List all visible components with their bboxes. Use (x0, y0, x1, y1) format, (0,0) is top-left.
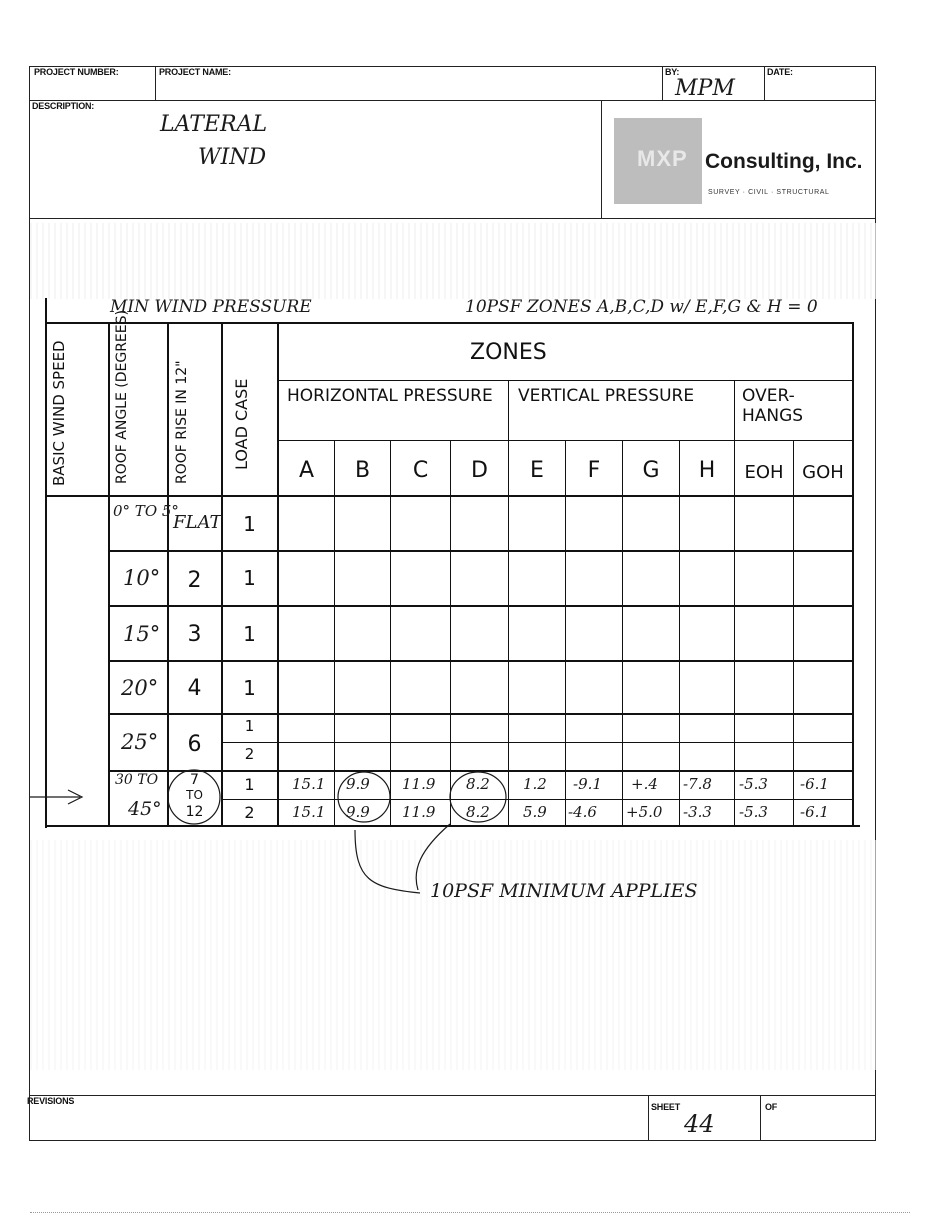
logo-tagline: SURVEY · CIVIL · STRUCTURAL (708, 189, 830, 196)
zone-col-header: B (354, 458, 371, 483)
sheet-label: SHEET (651, 1102, 681, 1112)
value-cell: -7.8 (683, 775, 712, 793)
row-case: 1 (244, 717, 255, 735)
value-cell: 9.9 (346, 775, 370, 793)
last-row-case: 2 (244, 803, 255, 822)
value-cell: 11.9 (402, 803, 436, 821)
page-edge (30, 1212, 910, 1213)
date-label: DATE: (767, 67, 793, 77)
row-angle: 15° (123, 622, 161, 646)
row-case: 1 (243, 622, 256, 646)
value-cell: -5.3 (739, 803, 768, 821)
last-row-rise: TO (186, 788, 203, 802)
row-case: 2 (244, 745, 255, 763)
zone-col-header: C (412, 458, 429, 483)
description-line-2: WIND (198, 145, 267, 170)
description-line-1: LATERAL (160, 112, 268, 137)
group-vertical: VERTICAL PRESSURE (518, 386, 695, 406)
value-cell: 15.1 (292, 803, 326, 821)
value-cell: -5.3 (739, 775, 768, 793)
logo-company: Consulting, Inc. (705, 150, 863, 173)
by-value: MPM (675, 76, 735, 101)
col-roof-angle: ROOF ANGLE (DEGREES) (114, 310, 130, 484)
value-cell: 5.9 (523, 803, 547, 821)
row-angle: 25° (121, 730, 159, 754)
last-row-rise: 7 (190, 772, 199, 788)
row-angle: 10° (123, 566, 161, 590)
zone-col-header: D (471, 458, 488, 483)
row-case: 1 (243, 566, 256, 590)
circle-mark-icon (168, 770, 220, 824)
zone-col-header: EOH (744, 462, 784, 483)
zone-col-header: G (642, 458, 660, 483)
revisions-label: REVISIONS (27, 1096, 75, 1106)
last-row-angle: 30 TO (115, 772, 159, 788)
applies-note: 10PSF MINIMUM APPLIES (430, 880, 698, 902)
row-rise: 3 (187, 622, 202, 647)
row-rise: 4 (187, 676, 202, 701)
footer-divider (648, 1095, 649, 1141)
zones-title: ZONES (470, 340, 547, 365)
value-cell: -6.1 (800, 803, 829, 821)
project-number-label: PROJECT NUMBER: (34, 67, 119, 77)
row-case: 1 (243, 512, 256, 536)
row-angle: 0° TO 5° (113, 502, 179, 520)
value-cell: -9.1 (573, 775, 602, 793)
value-cell: 15.1 (292, 775, 326, 793)
leader-line (355, 830, 420, 893)
row-rise: 6 (187, 732, 202, 757)
col-load-case: LOAD CASE (232, 378, 251, 470)
col-basic-wind-speed: BASIC WIND SPEED (50, 340, 68, 486)
group-overhangs: OVER-HANGS (742, 386, 804, 426)
zone-col-header: A (298, 458, 315, 483)
footer-rule (29, 1095, 876, 1096)
col-roof-rise: ROOF RISE IN 12" (174, 360, 190, 484)
last-row-angle: 45° (128, 798, 162, 820)
value-cell: 9.9 (346, 803, 370, 821)
row-angle: 20° (121, 676, 159, 700)
value-cell: 1.2 (523, 775, 547, 793)
value-cell: +5.0 (626, 803, 663, 821)
min-wind-note: MIN WIND PRESSURE (110, 297, 312, 317)
zone-col-header: F (587, 458, 601, 483)
group-horizontal: HORIZONTAL PRESSURE (287, 386, 493, 406)
zone-col-header: H (698, 458, 716, 483)
value-cell: -3.3 (683, 803, 712, 821)
project-name-label: PROJECT NAME: (159, 67, 231, 77)
value-cell: -4.6 (568, 803, 597, 821)
circle-mark-icon (450, 772, 506, 822)
value-cell: 8.2 (466, 775, 490, 793)
by-label: BY: (665, 67, 680, 77)
circle-mark-icon (338, 772, 390, 822)
zone-col-header: GOH (802, 462, 844, 483)
of-label: OF (765, 1102, 778, 1112)
zones-note: 10PSF ZONES A,B,C,D w/ E,F,G & H = 0 (465, 297, 818, 317)
zone-col-header: E (530, 458, 544, 483)
value-cell: +.4 (631, 775, 658, 793)
last-row-case: 1 (244, 775, 255, 794)
value-cell: 11.9 (402, 775, 436, 793)
sheet-value: 44 (684, 1110, 715, 1138)
row-rise: 2 (187, 568, 202, 593)
description-label: DESCRIPTION: (32, 101, 95, 111)
footer-divider (760, 1095, 761, 1141)
value-cell: 8.2 (466, 803, 490, 821)
last-row-rise: 12 (185, 804, 204, 820)
row-rise: FLAT (173, 512, 222, 533)
value-cell: -6.1 (800, 775, 829, 793)
logo-mark: MXP (637, 146, 688, 171)
row-case: 1 (243, 676, 256, 700)
